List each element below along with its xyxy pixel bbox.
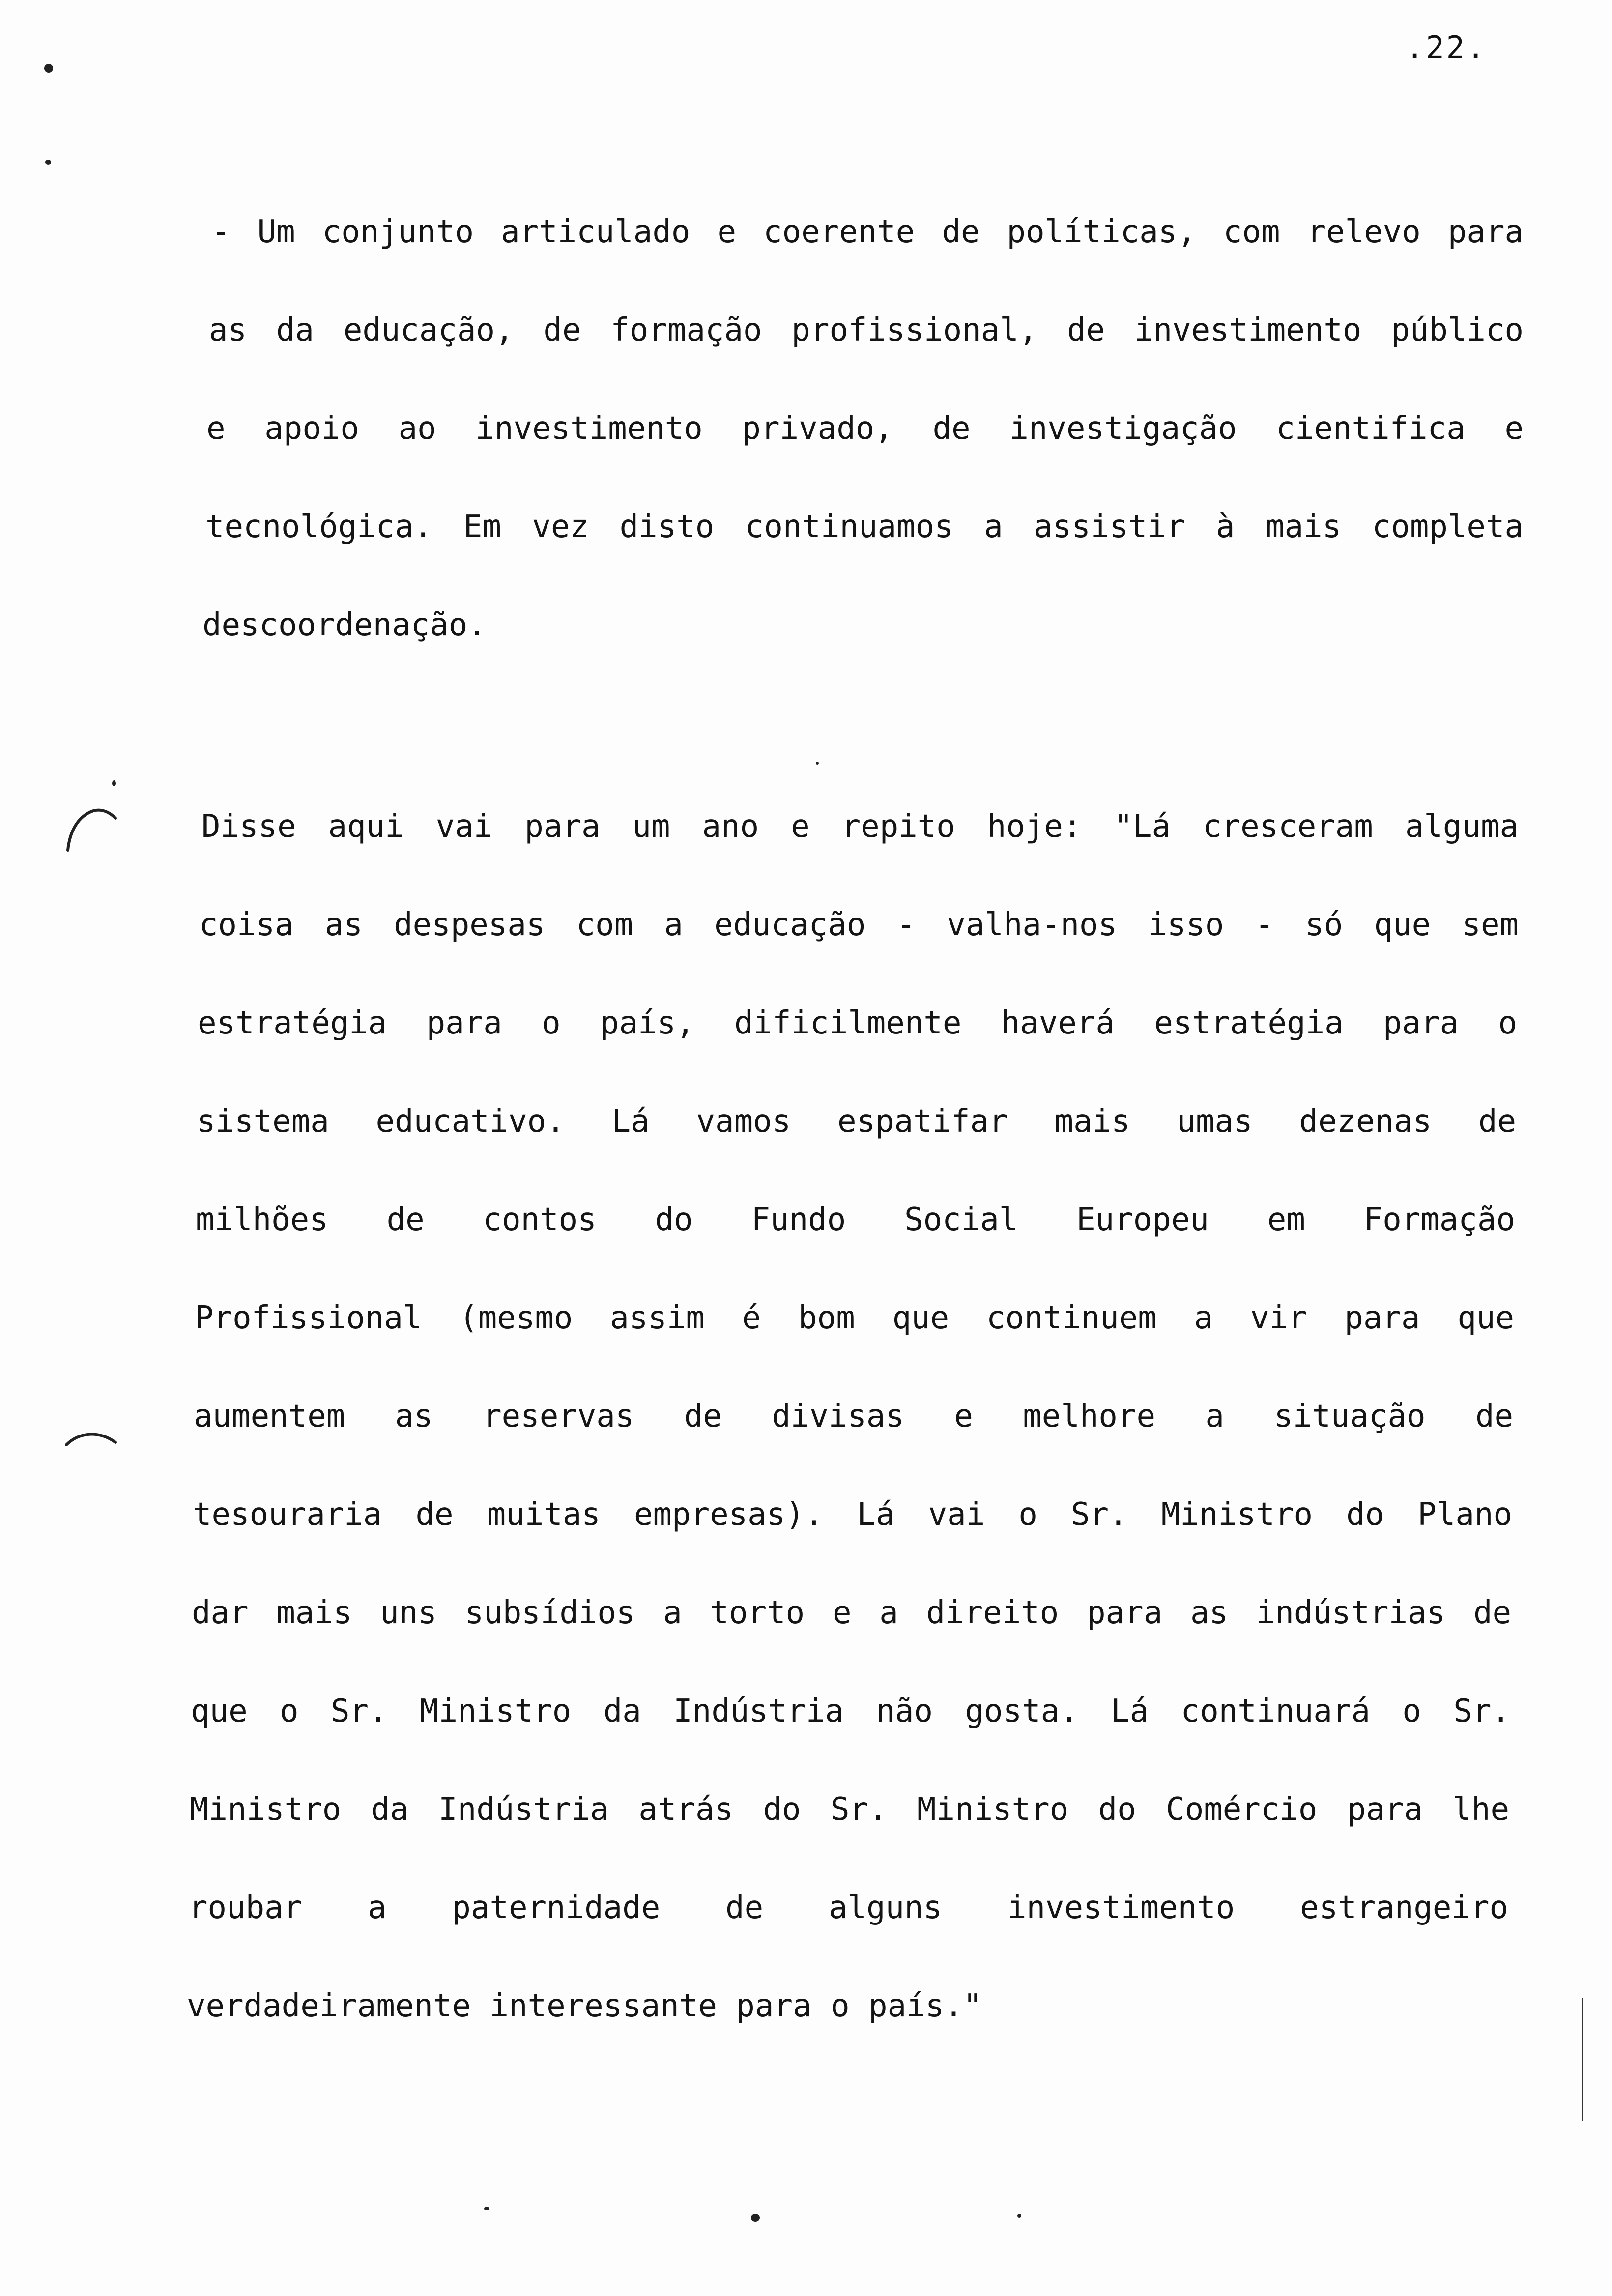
paragraph-line: coisa as despesas com a educação - valha-nos isso - só que sem xyxy=(199,907,1519,943)
scan-speck xyxy=(112,780,116,786)
margin-bracket-mark xyxy=(64,796,118,855)
paragraph-line: - Um conjunto articulado e coerente de políticas, com relevo para xyxy=(211,214,1524,250)
paragraph-line: descoordenação. xyxy=(202,607,487,643)
scan-speck xyxy=(44,64,53,73)
paragraph-line: verdadeiramente interessante para o país." xyxy=(187,1988,982,2024)
margin-curve-mark xyxy=(64,1425,118,1455)
paragraph-line: tesouraria de muitas empresas). Lá vai o Sr. Ministro do Plano xyxy=(193,1496,1512,1533)
paragraph-line: aumentem as reservas de divisas e melhore a situação de xyxy=(194,1398,1513,1435)
scan-speck xyxy=(816,762,819,765)
paragraph-line: as da educação, de formação profissional, de investimento público xyxy=(209,312,1524,348)
scan-speck xyxy=(1017,2214,1021,2218)
scan-speck xyxy=(484,2207,489,2210)
paragraph-line: tecnológica. Em vez disto continuamos a assistir à mais completa xyxy=(205,509,1524,545)
page-number: .22. xyxy=(1406,29,1487,65)
paragraph-line: Profissional (mesmo assim é bom que continuem a vir para que xyxy=(195,1300,1514,1336)
paragraph-line: e apoio ao investimento privado, de investigação cientifica e xyxy=(206,410,1524,447)
paragraph-line: dar mais uns subsídios a torto e a direito para as indústrias de xyxy=(192,1595,1511,1631)
paragraph-line: Disse aqui vai para um ano e repito hoje: "Lá cresceram alguma xyxy=(202,808,1519,845)
paragraph-line: sistema educativo. Lá vamos espatifar mais umas dezenas de xyxy=(197,1103,1516,1140)
paragraph-line: que o Sr. Ministro da Indústria não gosta. Lá continuará o Sr. xyxy=(191,1693,1510,1729)
scan-speck xyxy=(45,160,51,165)
paragraph-line: Ministro da Indústria atrás do Sr. Ministro do Comércio para lhe xyxy=(190,1791,1509,1828)
paragraph-line: milhões de contos do Fundo Social Europeu em Formação xyxy=(196,1202,1515,1238)
scan-speck xyxy=(751,2214,760,2222)
paragraph-line: estratégia para o país, dificilmente haverá estratégia para o xyxy=(198,1005,1517,1041)
margin-vertical-line xyxy=(1578,1995,1587,2123)
paragraph-line: roubar a paternidade de alguns investimento estrangeiro xyxy=(189,1890,1508,1926)
